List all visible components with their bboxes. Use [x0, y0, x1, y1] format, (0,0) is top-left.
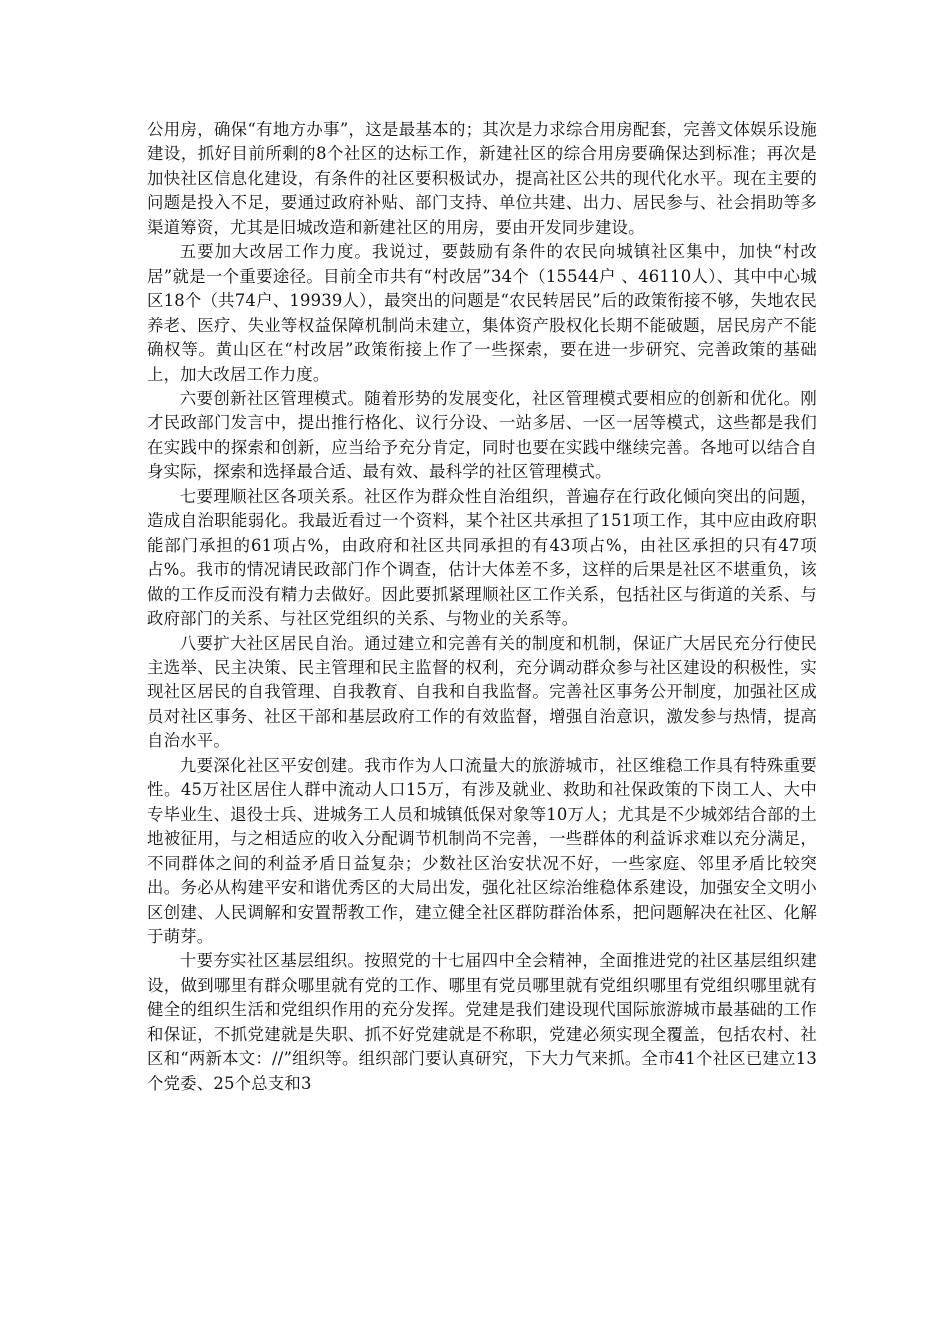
paragraph-village-to-residence: 五要加大改居工作力度。我说过，要鼓励有条件的农民向城镇社区集中，加快“村改居”就是一个重要途径。目前全市共有“村改居”34个（15544户 、46110人）、其中中心城区18个（共74户、19939人），最突出的问题是“农民转居民”后的政策衔接不够，失地农民养老、医疗、失业等权益保障机制尚未建立，集体资产股权化长期不能破题，居民房产不能确权等。黄山区在“村改居”政策衔接上作了一些探索，要在进一步研究、完善政策的基础上，加大改居工作力度。	[147, 242, 817, 384]
paragraph-grassroots-organization: 十要夯实社区基层组织。按照党的十七届四中全会精神，全面推进党的社区基层组织建设，做到哪里有群众哪里就有党的工作、哪里有党员哪里就有党组织哪里有党组织哪里就有健全的组织生活和党组织作用的充分发挥。党建是我们建设现代国际旅游城市最基础的工作和保证，不抓党建就是失职、抓不好党建就是不称职，党建必须实现全覆盖，包括农村、社区和“两新本文：//”组织等。组织部门要认真研究，下大力气来抓。全市41个社区已建立13个党委、25个总支和3	[147, 951, 817, 1093]
document-page	[147, 118, 817, 1096]
paragraph-resident-autonomy: 八要扩大社区居民自治。通过建立和完善有关的制度和机制，保证广大居民充分行使民主选举、民主决策、民主管理和民主监督的权利，充分调动群众参与社区建设的积极性，实现社区居民的自我管理、自我教育、自我和自我监督。完善社区事务公开制度，加强社区成员对社区事务、社区干部和基层政府工作的有效监督，增强自治意识，激发参与热情，提高自治水平。	[147, 633, 817, 751]
paragraph-community-relations: 七要理顺社区各项关系。社区作为群众性自治组织，普遍存在行政化倾向突出的问题，造成自治职能弱化。我最近看过一个资料，某个社区共承担了151项工作，其中应由政府职能部门承担的61项占%，由政府和社区共同承担的有43项占%，由社区承担的只有47项占%。我市的情况请民政部门作个调查，估计大体差不多，这样的后果是社区不堪重负，该做的工作反而没有精力去做好。因此要抓紧理顺社区工作关系，包括社区与街道的关系、与政府部门的关系、与社区党组织的关系、与物业的关系等。	[147, 486, 817, 629]
paragraph-community-safety: 九要深化社区平安创建。我市作为人口流量大的旅游城市，社区维稳工作具有特殊重要性。45万社区居住人群中流动人口15万，有涉及就业、救助和社保政策的下岗工人、大中专毕业生、退役士兵、进城务工人员和城镇低保对象等10万人；尤其是不少城郊结合部的土地被征用，与之相适应的收入分配调节机制尚不完善，一些群体的利益诉求难以充分满足，不同群体之间的利益矛盾日益复杂；少数社区治安状况不好，一些家庭、邻里矛盾比较突出。务必从构建平安和谐优秀区的大局出发，强化社区综治维稳体系建设，加强安全文明小区创建、人民调解和安置帮教工作，建立健全社区群防群治体系，把问题解决在社区、化解于萌芽。	[147, 755, 817, 946]
paragraph-community-facilities: 公用房，确保“有地方办事”，这是最基本的；其次是力求综合用房配套，完善文体娱乐设施建设，抓好目前所剩的8个社区的达标工作，新建社区的综合用房要确保达到标准；再次是加快社区信息化建设，有条件的社区要积极试办，提高社区公共的现代化水平。现在主要的问题是投入不足，要通过政府补贴、部门支持、单位共建、出力、居民参与、社会捐助等多渠道筹资，尤其是旧城改造和新建社区的用房，要由开发同步建设。	[147, 120, 817, 237]
paragraph-management-model: 六要创新社区管理模式。随着形势的发展变化，社区管理模式要相应的创新和优化。刚才民政部门发言中，提出推行格化、议行分设、一站多居、一区一居等模式，这些都是我们在实践中的探索和创新，应当给予充分肯定，同时也要在实践中继续完善。各地可以结合自身实际，探索和选择最合适、最有效、最科学的社区管理模式。	[147, 388, 817, 482]
